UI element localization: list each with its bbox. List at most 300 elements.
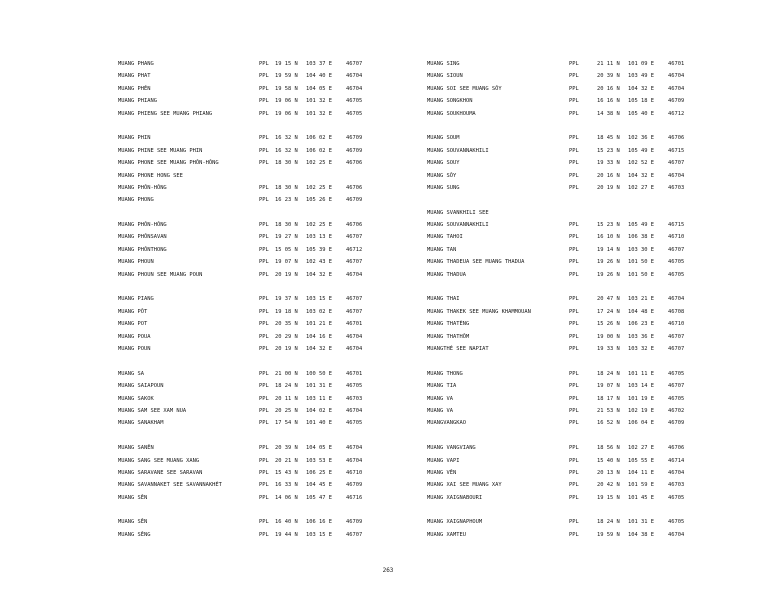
map-code: 46710 (668, 321, 685, 328)
latitude: 21 00 N (275, 370, 298, 377)
latitude: 14 38 N (597, 110, 620, 117)
map-code: 46706 (346, 184, 363, 191)
feature-type: PPL (569, 457, 579, 464)
feature-type: PPL (259, 457, 269, 464)
latitude: 19 18 N (275, 308, 298, 315)
latitude: 20 35 N (275, 321, 298, 328)
latitude: 19 37 N (275, 296, 298, 303)
map-code: 46704 (668, 73, 685, 80)
feature-type: PPL (259, 383, 269, 390)
place-name: MUANG PHIENG SEE MUANG PHIANG (118, 110, 213, 117)
latitude: 16 40 N (275, 519, 298, 526)
map-code: 46709 (346, 482, 363, 489)
place-name: MUANG THATHÔM (427, 333, 470, 340)
feature-type: PPL (259, 333, 269, 340)
map-code: 46715 (668, 222, 685, 229)
latitude: 16 10 N (597, 234, 620, 241)
place-name: MUANG SONGKHON (427, 98, 473, 105)
latitude: 21 11 N (597, 61, 620, 67)
place-name: MUANG XAI SEE MUANG XAY (427, 482, 502, 489)
latitude: 15 05 N (275, 246, 298, 253)
place-name: MUANG PHIN (118, 135, 151, 142)
longitude: 104 11 E (628, 469, 654, 476)
latitude: 19 15 N (597, 494, 620, 501)
feature-type: PPL (259, 160, 269, 167)
longitude: 105 49 E (628, 222, 654, 229)
place-name: MUANG SAIAPOUN (118, 383, 164, 390)
place-name: MUANG THAI (427, 296, 460, 303)
place-name: MUANG THADUA (427, 271, 466, 278)
map-code: 46704 (346, 407, 363, 414)
feature-type: PPL (569, 259, 579, 266)
latitude: 14 06 N (275, 494, 298, 501)
place-name: MUANG PHONE HONG SEE (118, 172, 183, 179)
longitude: 104 32 E (628, 172, 654, 179)
feature-type: PPL (569, 370, 579, 377)
longitude: 104 40 E (306, 73, 332, 80)
map-code: 46707 (668, 160, 685, 167)
map-code: 46707 (668, 333, 685, 340)
map-code: 46703 (668, 482, 685, 489)
place-name: MUANG POT (118, 321, 148, 328)
feature-type: PPL (569, 420, 579, 427)
place-name: MUANG SARAVANE SEE SARAVAN (118, 469, 203, 476)
map-code: 46701 (346, 321, 363, 328)
longitude: 102 52 E (628, 160, 654, 167)
feature-type: PPL (259, 482, 269, 489)
map-code: 46707 (346, 234, 363, 241)
longitude: 106 23 E (628, 321, 654, 328)
map-code: 46707 (346, 61, 363, 67)
latitude: 15 40 N (597, 457, 620, 464)
map-code: 46704 (668, 531, 685, 538)
latitude: 20 16 N (597, 85, 620, 92)
feature-type: PPL (569, 482, 579, 489)
feature-type: PPL (259, 184, 269, 191)
map-code: 46704 (668, 296, 685, 303)
feature-type: PPL (259, 147, 269, 154)
place-name: MUANG PHONE SEE MUANG PHÔN-HÔNG (118, 160, 219, 167)
latitude: 19 44 N (275, 531, 298, 538)
longitude: 102 27 E (628, 184, 654, 191)
feature-type: PPL (259, 135, 269, 142)
longitude: 106 02 E (306, 135, 332, 142)
feature-type: PPL (569, 531, 579, 538)
map-code: 46705 (668, 370, 685, 377)
feature-type: PPL (569, 85, 579, 92)
latitude: 16 33 N (275, 482, 298, 489)
place-name: MUANG THATÈNG (427, 321, 470, 328)
feature-type: PPL (569, 147, 579, 154)
latitude: 17 54 N (275, 420, 298, 427)
feature-type: PPL (569, 445, 579, 452)
longitude: 104 45 E (306, 482, 332, 489)
longitude: 101 50 E (628, 259, 654, 266)
latitude: 18 24 N (597, 370, 620, 377)
map-code: 46707 (668, 345, 685, 352)
feature-type: PPL (569, 469, 579, 476)
latitude: 15 23 N (597, 147, 620, 154)
place-name: MUANG SOUKHOUMA (427, 110, 476, 117)
place-name: MUANG SAVANNAKET SEE SAVANNAKHÉT (118, 482, 222, 489)
latitude: 19 58 N (275, 85, 298, 92)
feature-type: PPL (259, 308, 269, 315)
latitude: 20 29 N (275, 333, 298, 340)
feature-type: PPL (259, 420, 269, 427)
map-code: 46709 (668, 98, 685, 105)
latitude: 15 26 N (597, 321, 620, 328)
place-name: MUANGVANGKAO (427, 420, 466, 427)
longitude: 104 16 E (306, 333, 332, 340)
feature-type: PPL (259, 395, 269, 402)
feature-type: PPL (259, 73, 269, 80)
place-name: MUANG SA (118, 370, 144, 377)
place-name: MUANG THAKEK SEE MUANG KHAMMOUAN (427, 308, 531, 315)
feature-type: PPL (569, 246, 579, 253)
longitude: 106 38 E (628, 234, 654, 241)
longitude: 105 47 E (306, 494, 332, 501)
map-code: 46705 (346, 383, 363, 390)
longitude: 103 11 E (306, 395, 332, 402)
map-code: 46709 (346, 147, 363, 154)
place-name: MUANG THONG (427, 370, 463, 377)
feature-type: PPL (259, 197, 269, 204)
feature-type: PPL (569, 321, 579, 328)
longitude: 103 15 E (306, 531, 332, 538)
feature-type: PPL (569, 234, 579, 241)
latitude: 19 06 N (275, 98, 298, 105)
latitude: 20 19 N (275, 271, 298, 278)
longitude: 101 19 E (628, 395, 654, 402)
place-name: MUANG PHÔN-HÔNG (118, 184, 167, 191)
place-name: MUANG SANG SEE MUANG XANG (118, 457, 200, 464)
latitude: 19 07 N (275, 259, 298, 266)
feature-type: PPL (259, 110, 269, 117)
map-code: 46702 (668, 407, 685, 414)
longitude: 103 02 E (306, 308, 332, 315)
longitude: 104 05 E (306, 85, 332, 92)
latitude: 20 39 N (275, 445, 298, 452)
map-code: 46705 (668, 271, 685, 278)
feature-type: PPL (259, 271, 269, 278)
feature-type: PPL (259, 61, 269, 67)
longitude: 103 32 E (628, 345, 654, 352)
longitude: 105 18 E (628, 98, 654, 105)
latitude: 18 30 N (275, 184, 298, 191)
place-name: MUANG PHINE SEE MUANG PHIN (118, 147, 203, 154)
feature-type: PPL (569, 345, 579, 352)
feature-type: PPL (259, 296, 269, 303)
map-code: 46707 (668, 246, 685, 253)
latitude: 19 33 N (597, 160, 620, 167)
place-name: MUANG SANAKHAM (118, 420, 164, 427)
place-name: MUANG SOUVANNAKHILI (427, 147, 489, 154)
latitude: 20 19 N (597, 184, 620, 191)
longitude: 101 31 E (306, 383, 332, 390)
place-name: MUANG THADEUA SEE MUANG THADUA (427, 259, 525, 266)
longitude: 103 14 E (628, 383, 654, 390)
place-name: MUANG VAPI (427, 457, 460, 464)
latitude: 20 13 N (597, 469, 620, 476)
place-name: MUANG SÊN (118, 494, 148, 501)
longitude: 104 32 E (306, 345, 332, 352)
place-name: MUANG XAMTEU (427, 531, 466, 538)
longitude: 105 26 E (306, 197, 332, 204)
place-name: MUANG XAIGNAPHOUM (427, 519, 483, 526)
longitude: 105 39 E (306, 246, 332, 253)
longitude: 103 13 E (306, 234, 332, 241)
longitude: 102 25 E (306, 184, 332, 191)
longitude: 103 36 E (628, 333, 654, 340)
place-name: MUANG SIOUN (427, 73, 463, 80)
feature-type: PPL (569, 160, 579, 167)
feature-type: PPL (569, 296, 579, 303)
longitude: 101 59 E (628, 482, 654, 489)
place-name: MUANG SAKOK (118, 395, 154, 402)
latitude: 15 23 N (597, 222, 620, 229)
feature-type: PPL (569, 383, 579, 390)
place-name: MUANG VA (427, 407, 453, 414)
latitude: 18 45 N (597, 135, 620, 142)
place-name: MUANG SANÊN (118, 445, 154, 452)
latitude: 19 07 N (597, 383, 620, 390)
feature-type: PPL (259, 407, 269, 414)
place-name: MUANG PHOUN (118, 259, 154, 266)
map-code: 46704 (346, 85, 363, 92)
longitude: 101 32 E (306, 98, 332, 105)
map-code: 46705 (346, 98, 363, 105)
place-name: MUANG XAIGNABOURI (427, 494, 483, 501)
latitude: 19 27 N (275, 234, 298, 241)
latitude: 18 30 N (275, 222, 298, 229)
place-name: MUANG PHOUN SEE MUANG POUN (118, 271, 203, 278)
feature-type: PPL (569, 519, 579, 526)
place-name: MUANG PÔT (118, 308, 148, 315)
map-code: 46705 (668, 259, 685, 266)
map-code: 46710 (668, 234, 685, 241)
feature-type: PPL (259, 222, 269, 229)
latitude: 20 21 N (275, 457, 298, 464)
map-code: 46701 (668, 61, 685, 67)
map-code: 46701 (346, 370, 363, 377)
map-code: 46707 (668, 383, 685, 390)
feature-type: PPL (569, 333, 579, 340)
latitude: 19 06 N (275, 110, 298, 117)
map-code: 46704 (668, 85, 685, 92)
longitude: 106 25 E (306, 469, 332, 476)
longitude: 105 55 E (628, 457, 654, 464)
longitude: 101 31 E (628, 519, 654, 526)
longitude: 101 32 E (306, 110, 332, 117)
feature-type: PPL (569, 271, 579, 278)
longitude: 103 37 E (306, 61, 332, 67)
place-name: MUANG TAN (427, 246, 457, 253)
longitude: 103 21 E (628, 296, 654, 303)
map-code: 46707 (346, 259, 363, 266)
map-code: 46709 (346, 197, 363, 204)
longitude: 106 04 E (628, 420, 654, 427)
place-name: MUANG TAHOI (427, 234, 463, 241)
map-code: 46704 (668, 172, 685, 179)
map-code: 46704 (346, 345, 363, 352)
place-name: MUANG SOI SEE MUANG SÔY (427, 85, 502, 92)
longitude: 101 11 E (628, 370, 654, 377)
place-name: MUANG PHÔNTHONG (118, 246, 167, 253)
place-name: MUANG SAM SEE XAM NUA (118, 407, 187, 414)
map-code: 46705 (346, 420, 363, 427)
longitude: 102 43 E (306, 259, 332, 266)
feature-type: PPL (259, 321, 269, 328)
latitude: 19 26 N (597, 271, 620, 278)
feature-type: PPL (569, 172, 579, 179)
map-code: 46707 (346, 531, 363, 538)
map-code: 46712 (346, 246, 363, 253)
map-code: 46714 (668, 457, 685, 464)
feature-type: PPL (569, 308, 579, 315)
map-code: 46703 (668, 184, 685, 191)
place-name: MUANG TIA (427, 383, 457, 390)
map-code: 46708 (668, 308, 685, 315)
longitude: 103 15 E (306, 296, 332, 303)
place-name: MUANG PHAT (118, 73, 151, 80)
longitude: 105 49 E (628, 147, 654, 154)
longitude: 102 19 E (628, 407, 654, 414)
feature-type: PPL (259, 494, 269, 501)
latitude: 18 24 N (597, 519, 620, 526)
place-name: MUANG VANGVIANG (427, 445, 476, 452)
latitude: 19 15 N (275, 61, 298, 67)
feature-type: PPL (569, 98, 579, 105)
map-code: 46709 (346, 135, 363, 142)
longitude: 105 40 E (628, 110, 654, 117)
longitude: 102 36 E (628, 135, 654, 142)
longitude: 101 45 E (628, 494, 654, 501)
latitude: 19 33 N (597, 345, 620, 352)
map-code: 46704 (668, 469, 685, 476)
latitude: 20 47 N (597, 296, 620, 303)
feature-type: PPL (259, 519, 269, 526)
place-name: MUANG SOUVANNAKHILI (427, 222, 489, 229)
map-code: 46715 (668, 147, 685, 154)
feature-type: PPL (259, 259, 269, 266)
latitude: 17 24 N (597, 308, 620, 315)
latitude: 19 14 N (597, 246, 620, 253)
latitude: 20 16 N (597, 172, 620, 179)
map-code: 46716 (346, 494, 363, 501)
feature-type: PPL (259, 234, 269, 241)
longitude: 101 21 E (306, 321, 332, 328)
longitude: 104 05 E (306, 445, 332, 452)
latitude: 21 53 N (597, 407, 620, 414)
place-name: MUANG PHANG (118, 61, 154, 67)
feature-type: PPL (259, 85, 269, 92)
place-name: MUANG POUN (118, 345, 151, 352)
longitude: 101 40 E (306, 420, 332, 427)
feature-type: PPL (259, 370, 269, 377)
latitude: 20 11 N (275, 395, 298, 402)
latitude: 18 30 N (275, 160, 298, 167)
longitude: 101 09 E (628, 61, 654, 67)
longitude: 104 32 E (306, 271, 332, 278)
place-name: MUANG PHÊN (118, 85, 151, 92)
latitude: 16 32 N (275, 147, 298, 154)
map-code: 46705 (346, 110, 363, 117)
latitude: 16 52 N (597, 420, 620, 427)
map-code: 46706 (668, 135, 685, 142)
latitude: 15 43 N (275, 469, 298, 476)
latitude: 20 39 N (597, 73, 620, 80)
place-name: MUANG SÊN (118, 519, 148, 526)
latitude: 16 16 N (597, 98, 620, 105)
map-code: 46706 (668, 445, 685, 452)
feature-type: PPL (569, 135, 579, 142)
place-name: MUANG SING (427, 61, 460, 67)
place-name: MUANG PIANG (118, 296, 154, 303)
map-code: 46704 (346, 73, 363, 80)
feature-type: PPL (259, 345, 269, 352)
place-name: MUANG PHÔNSAVAN (118, 234, 167, 241)
map-code: 46705 (668, 519, 685, 526)
map-code: 46704 (346, 333, 363, 340)
place-name: MUANG PHIANG (118, 98, 157, 105)
latitude: 16 32 N (275, 135, 298, 142)
place-name: MUANG VÊN (427, 469, 457, 476)
latitude: 20 19 N (275, 345, 298, 352)
place-name: MUANG SVANKHILI SEE (427, 209, 489, 216)
latitude: 19 00 N (597, 333, 620, 340)
feature-type: PPL (569, 407, 579, 414)
longitude: 104 02 E (306, 407, 332, 414)
latitude: 16 23 N (275, 197, 298, 204)
map-code: 46704 (346, 271, 363, 278)
latitude: 19 59 N (275, 73, 298, 80)
place-name: MUANG VA (427, 395, 453, 402)
longitude: 103 49 E (628, 73, 654, 80)
feature-type: PPL (569, 73, 579, 80)
longitude: 106 02 E (306, 147, 332, 154)
map-code: 46709 (668, 420, 685, 427)
feature-type: PPL (569, 494, 579, 501)
map-code: 46706 (346, 160, 363, 167)
place-name: MUANG PHÔN-HÔNG (118, 222, 167, 229)
place-name: MUANG SÊNG (118, 531, 151, 538)
place-name: MUANG PHONG (118, 197, 154, 204)
place-name: MUANG SÔY (427, 172, 457, 179)
longitude: 104 32 E (628, 85, 654, 92)
place-name: MUANG POUA (118, 333, 151, 340)
latitude: 18 24 N (275, 383, 298, 390)
latitude: 20 25 N (275, 407, 298, 414)
longitude: 104 48 E (628, 308, 654, 315)
latitude: 20 42 N (597, 482, 620, 489)
feature-type: PPL (569, 222, 579, 229)
map-code: 46710 (346, 469, 363, 476)
latitude: 18 17 N (597, 395, 620, 402)
map-code: 46707 (346, 296, 363, 303)
latitude: 18 56 N (597, 445, 620, 452)
feature-type: PPL (259, 98, 269, 105)
map-code: 46707 (346, 308, 363, 315)
feature-type: PPL (259, 531, 269, 538)
map-code: 46709 (346, 519, 363, 526)
latitude: 19 26 N (597, 259, 620, 266)
page-number: 263 (382, 567, 394, 574)
map-code: 46704 (346, 445, 363, 452)
feature-type: PPL (569, 395, 579, 402)
map-code: 46712 (668, 110, 685, 117)
longitude: 101 50 E (628, 271, 654, 278)
longitude: 106 16 E (306, 519, 332, 526)
